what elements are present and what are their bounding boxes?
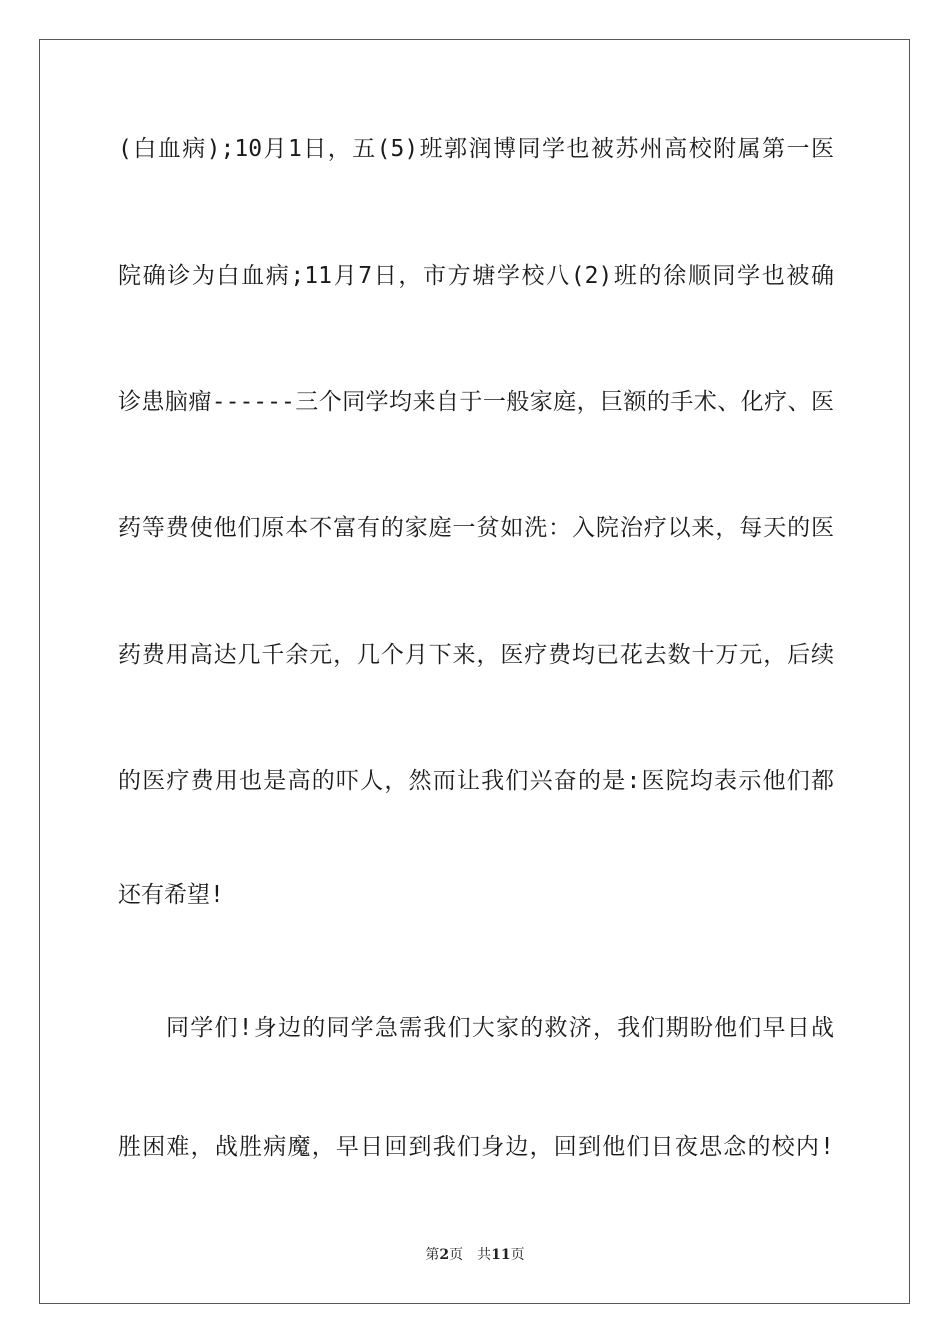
footer-total-pages: 11 [491,1247,511,1263]
body-line-1: (白血病);10月1日，五(5)班郭润博同学也被苏州高校附属第一医 [118,136,834,162]
footer-total-prefix: 共 [477,1247,492,1263]
footer-page-prefix: 第 [425,1247,440,1263]
body-line-7: 还有希望! [118,882,224,908]
footer-page-number: 2 [439,1247,450,1263]
body-line-9: 胜困难，战胜病魔，早日回到我们身边，回到他们日夜思念的校内! [118,1134,834,1160]
footer-total-suffix: 页 [510,1247,525,1263]
body-line-6: 的医疗费用也是高的吓人，然而让我们兴奋的是:医院均表示他们都 [118,768,834,794]
page-footer [0,1246,950,1264]
page-border [39,39,910,1304]
body-line-3: 诊患脑瘤------三个同学均来自于一般家庭，巨额的手术、化疗、医 [118,389,834,415]
body-line-8: 同学们!身边的同学急需我们大家的救济，我们期盼他们早日战 [166,1015,834,1041]
footer-page-suffix: 页 [449,1247,464,1263]
body-line-5: 药费用高达几千余元，几个月下来，医疗费均已花去数十万元，后续 [118,642,834,668]
body-line-2: 院确诊为白血病;11月7日，市方塘学校八(2)班的徐顺同学也被确 [118,263,834,289]
body-line-4: 药等费使他们原本不富有的家庭一贫如洗：入院治疗以来，每天的医 [118,515,834,541]
